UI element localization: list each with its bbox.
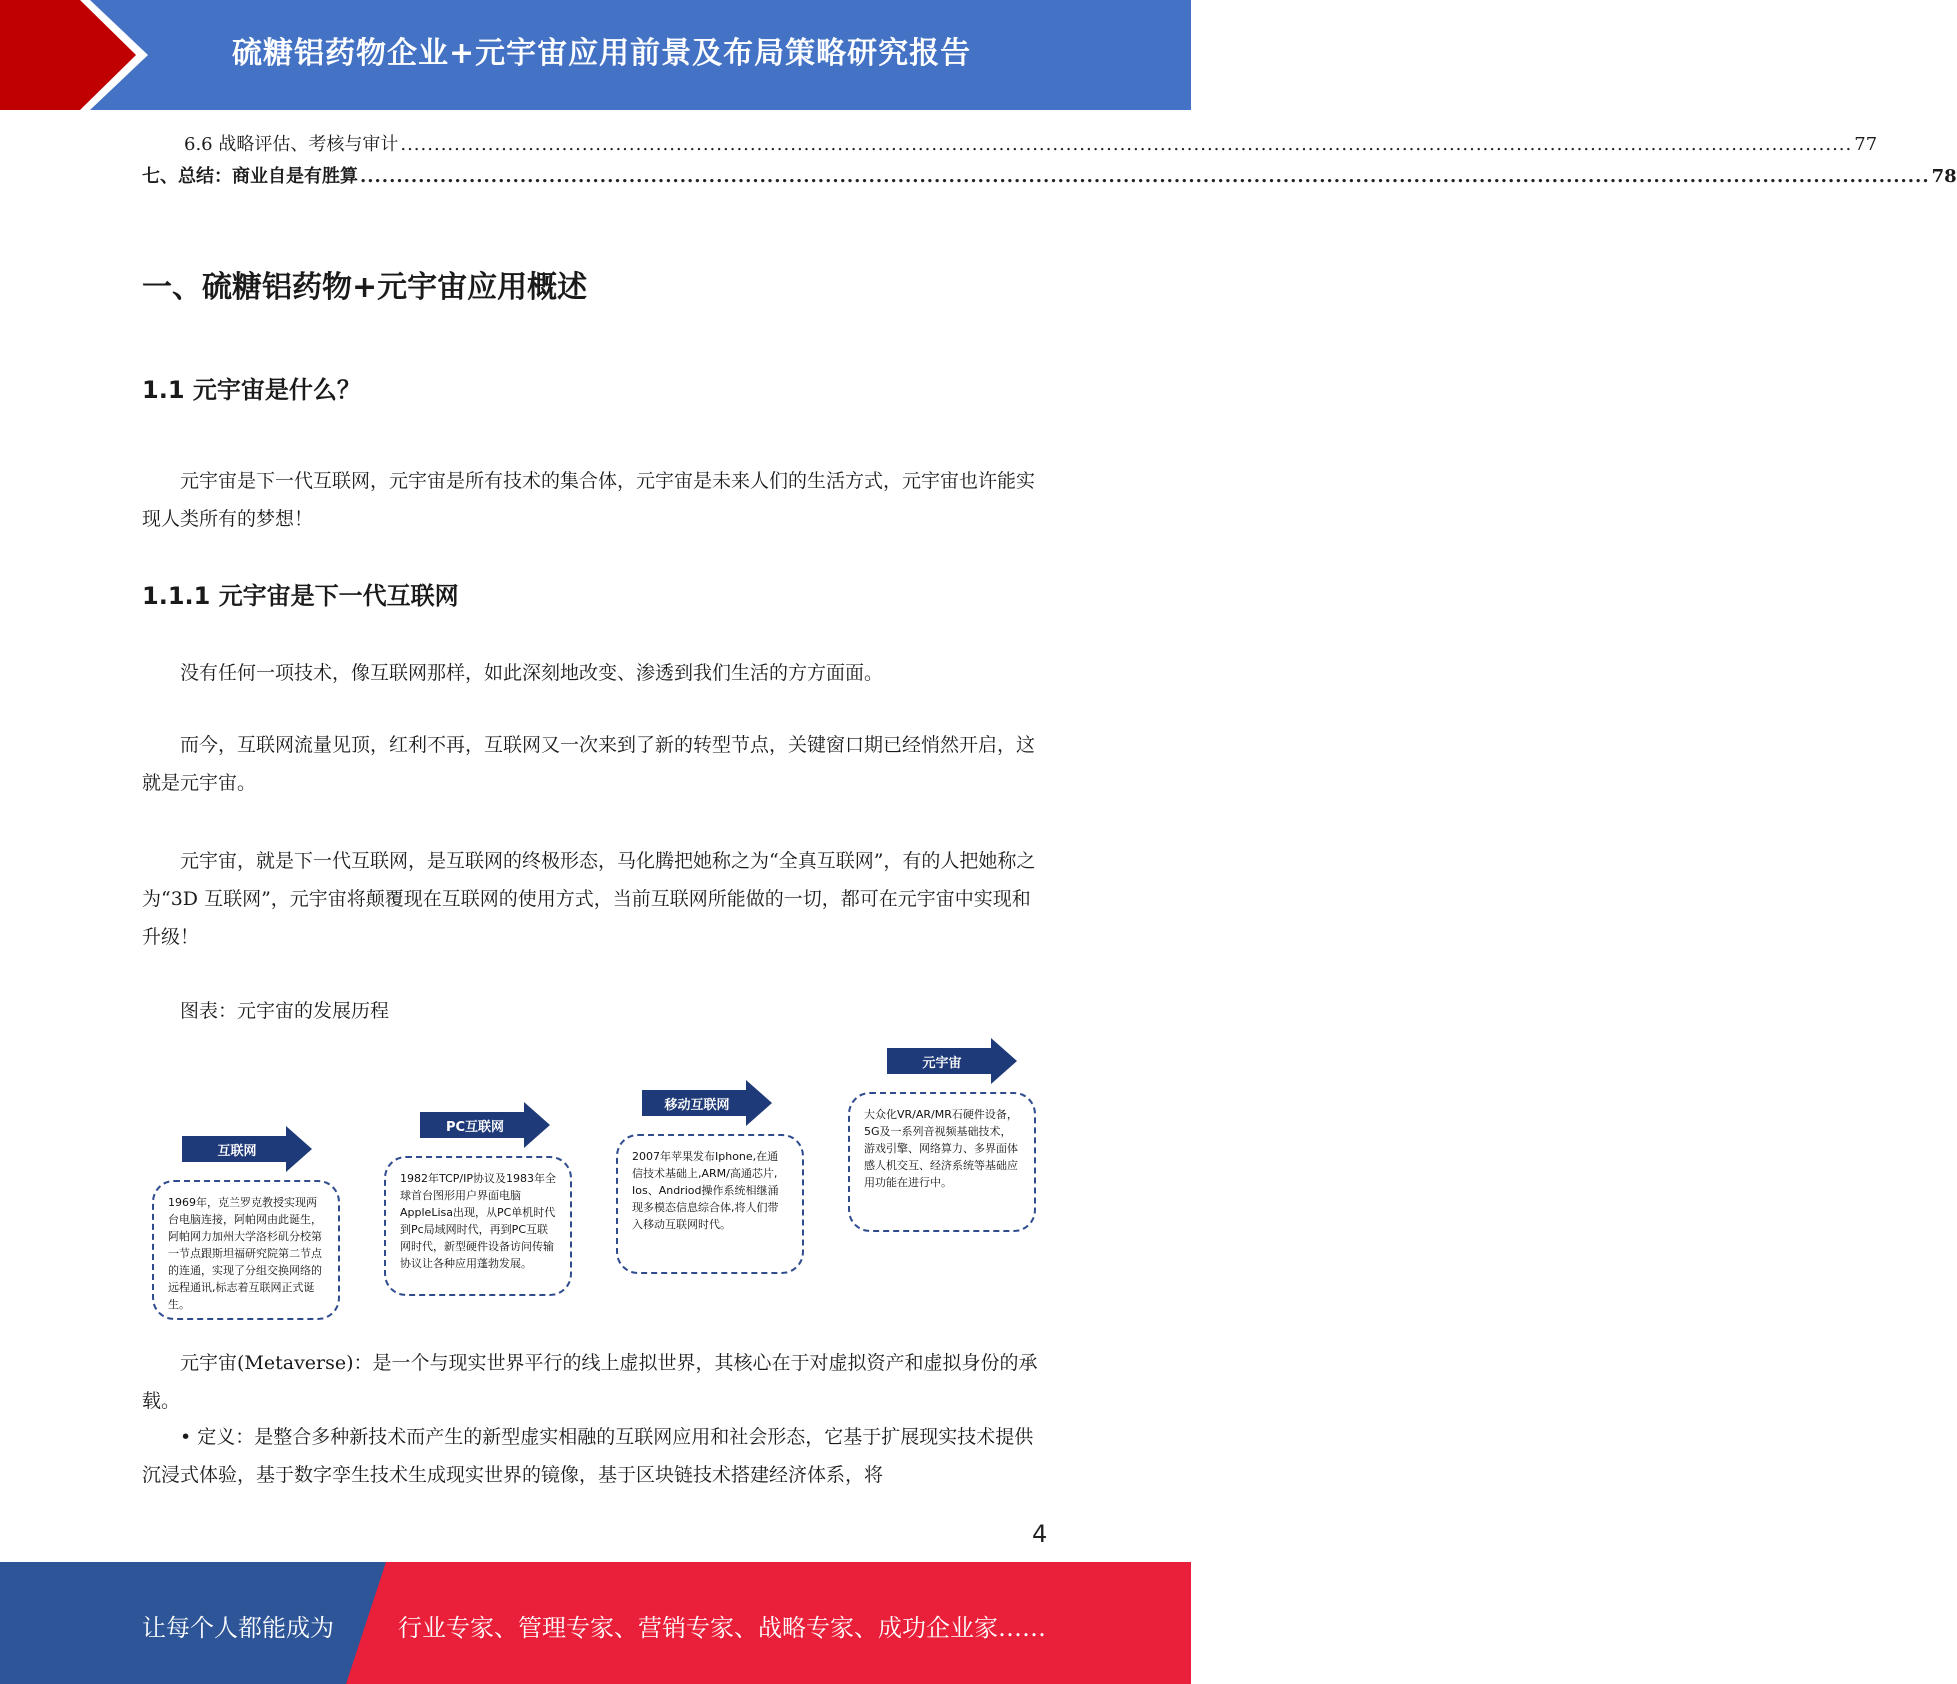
timeline-arrow xyxy=(887,1038,1017,1084)
timeline-arrow-label: 元宇宙 xyxy=(922,1055,962,1071)
footer-slogan-right: 行业专家、管理专家、营销专家、战略专家、成功企业家…… xyxy=(398,1614,1046,1642)
toc-entry-page: 78 xyxy=(1931,166,1957,187)
page-footer xyxy=(0,1562,1191,1684)
timeline-box: 1969年，克兰罗克教授实现两台电脑连接，阿帕网由此诞生，阿帕网力加州大学洛杉矶分校第一节点跟斯坦福研究院第二节点的连通，实现了分组交换网络的远程通讯,标志着互联网正式诞生。 xyxy=(152,1180,340,1320)
header-chevron-icon xyxy=(0,0,160,110)
page-number: 4 xyxy=(1032,1520,1048,1548)
timeline-arrow-label: PC互联网 xyxy=(445,1119,505,1135)
timeline-box: 2007年苹果发布Iphone,在通信技术基础上,ARM/高通芯片, Ios、Andriod操作系统相继涌现多模态信息综合体,将人们带入移动互联网时代。 xyxy=(616,1134,804,1274)
report-title: 硫糖铝药物企业+元宇宙应用前景及布局策略研究报告 xyxy=(232,36,972,71)
toc-entry[interactable] xyxy=(142,162,1957,188)
timeline-arrow-label: 互联网 xyxy=(217,1143,257,1159)
timeline-box: 大众化VR/AR/MR石硬件设备，5G及一系列音视频基础技术，游戏引擎、网络算力、多界面体感人机交互、经济系统等基础应用功能在进行中。 xyxy=(848,1092,1036,1232)
toc-leader-dots: ........................................................................................................................................................................................................................ xyxy=(400,134,1853,155)
paragraph: • 定义：是整合多种新技术而产生的新型虚实相融的互联网应用和社会形态，它基于扩展现实技术提供沉浸式体验，基于数字孪生技术生成现实世界的镜像，基于区块链技术搭建经济体系，将 xyxy=(142,1426,1034,1486)
timeline-box: 1982年TCP/IP协议及1983年全球首台图形用户界面电脑AppleLisa出现，从PC单机时代到Pc局域网时代，再到PC互联网时代，新型硬件设备访问传输协议让各种应用蓬勃发展。 xyxy=(384,1156,572,1296)
page-header xyxy=(0,0,1191,110)
timeline-arrow xyxy=(420,1102,550,1148)
timeline-arrow-label: 移动互联网 xyxy=(664,1097,730,1113)
timeline-figure xyxy=(142,1030,1046,1330)
toc-entry-label: 6.6 战略评估、考核与审计 xyxy=(184,134,399,155)
toc-entry-page: 77 xyxy=(1854,134,1878,155)
subsubsection-heading: 1.1.1 元宇宙是下一代互联网 xyxy=(142,582,459,610)
timeline-arrow xyxy=(182,1126,312,1172)
toc-entry-label: 七、总结：商业自是有胜算 xyxy=(142,166,358,187)
toc-leader-dots: ........................................................................................................................................................................................................................ xyxy=(360,166,1930,187)
paragraph: 而今，互联网流量见顶，红利不再，互联网又一次来到了新的转型节点，关键窗口期已经悄然开启，这就是元宇宙。 xyxy=(142,734,1036,794)
paragraph: 元宇宙，就是下一代互联网，是互联网的终极形态，马化腾把她称之为“全真互联网”，有的人把她称之为“3D 互联网”，元宇宙将颠覆现在互联网的使用方式，当前互联网所能做的一切，都可在元宇宙中实现和升级！ xyxy=(142,850,1036,948)
footer-slogan-left: 让每个人都能成为 xyxy=(142,1614,334,1642)
section-heading: 一、硫糖铝药物+元宇宙应用概述 xyxy=(142,270,588,305)
figure-caption: 图表：元宇宙的发展历程 xyxy=(180,1000,390,1022)
subsection-heading: 1.1 元宇宙是什么？ xyxy=(142,376,361,404)
toc-entry[interactable] xyxy=(184,130,1878,156)
paragraph: 元宇宙是下一代互联网，元宇宙是所有技术的集合体，元宇宙是未来人们的生活方式，元宇宙也许能实现人类所有的梦想！ xyxy=(142,470,1036,530)
paragraph: 没有任何一项技术，像互联网那样，如此深刻地改变、渗透到我们生活的方方面面。 xyxy=(180,662,884,684)
timeline-arrow xyxy=(642,1080,772,1126)
paragraph: 元宇宙(Metaverse)：是一个与现实世界平行的线上虚拟世界，其核心在于对虚拟资产和虚拟身份的承载。 xyxy=(142,1352,1038,1412)
